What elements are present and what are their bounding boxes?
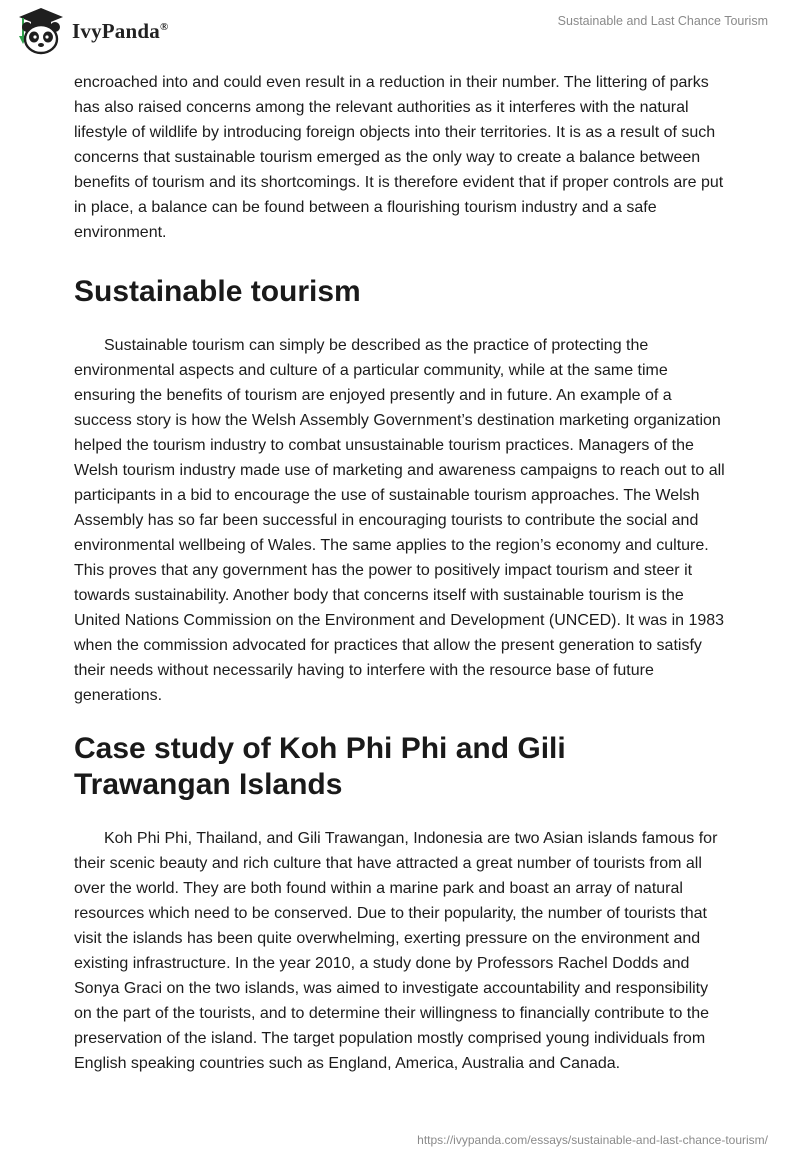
page-header: [0, 0, 800, 70]
panda-graduate-icon: [14, 6, 68, 56]
brand-name: IvyPanda®: [72, 18, 169, 43]
sustainable-tourism-paragraph: Sustainable tourism can simply be described as the practice of protecting the environmental aspects and culture of a particular community, while at the same time ensuring the benefits of tourism are enjoyed presently and in future. An example of a success story is how the Welsh Assembly Government’s destination marketing organization helped the tourism industry to combat unsustainable tourism practices. Managers of the Welsh tourism industry made use of marketing and awareness campaigns to reach out to all participants in a bid to encourage the use of sustainable tourism approaches. The Welsh Assembly has so far been successful in encouraging tourists to contribute the social and environmental wellbeing of Wales. The same applies to the region’s economy and culture. This proves that any government has the power to positively impact tourism and steer it towards sustainability. Another body that concerns itself with sustainable tourism is the United Nations Commission on the Environment and Development (UNCED). It was in 1983 when the commission advocated for practices that allow the present generation to satisfy their needs without necessarily having to interfere with the resource base of future generations.: [74, 337, 725, 704]
section-heading-case-study: Case study of Koh Phi Phi and Gili Trawangan Islands: [74, 732, 566, 801]
document-title: Sustainable and Last Chance Tourism: [557, 14, 768, 28]
section-heading-sustainable-tourism: Sustainable tourism: [74, 275, 361, 308]
source-url[interactable]: https://ivypanda.com/essays/sustainable-and-last-chance-tourism/: [417, 1133, 768, 1147]
case-study-paragraph: Koh Phi Phi, Thailand, and Gili Trawangan, Indonesia are two Asian islands famous for their scenic beauty and rich culture that have attracted a great number of tourists from all over the world. They are both found within a marine park and boast an array of natural resources which need to be conserved. Due to their popularity, the number of tourists that visit the islands has been quite overwhelming, exerting pressure on the environment and existing infrastructure. In the year 2010, a study done by Professors Rachel Dodds and Sonya Graci on the two islands, was aimed to investigate accountability and responsibility on the part of the tourists, and to determine their willingness to financially contribute to the preservation of the island. The target population mostly comprised young individuals from English speaking countries such as England, America, Australia and Canada.: [74, 830, 718, 1072]
registered-mark: ®: [159, 20, 169, 33]
essay-content: [74, 70, 730, 1076]
intro-paragraph: encroached into and could even result in a reduction in their number. The littering of parks has also raised concerns among the relevant authorities as it interferes with the natural lifestyle of wildlife by introducing foreign objects into their territories. It is as a result of such concerns that sustainable tourism emerged as the only way to create a balance between benefits of tourism and its shortcomings. It is therefore evident that if proper controls are put in place, a balance can be found between a flourishing tourism industry and a safe environment.: [74, 74, 724, 241]
ivypanda-logo[interactable]: [14, 6, 168, 56]
